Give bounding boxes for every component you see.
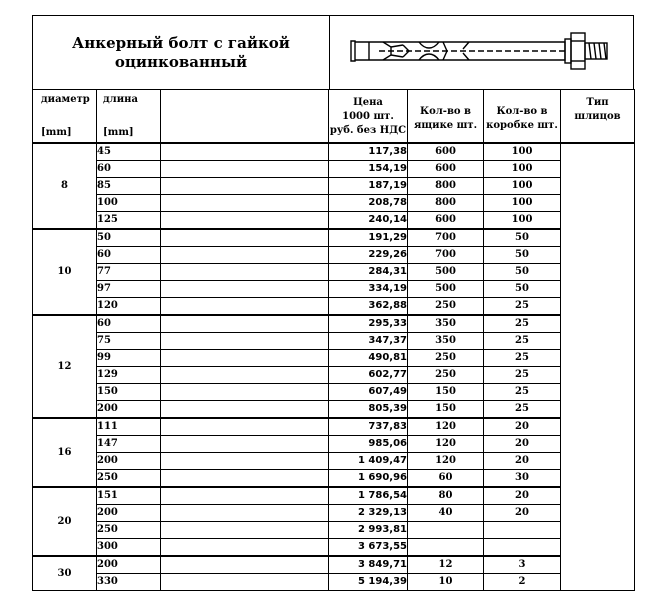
table-row bbox=[33, 161, 635, 178]
price-cell: 362,88 bbox=[329, 298, 408, 316]
blank-cell bbox=[161, 264, 329, 281]
length-cell: 200 bbox=[97, 505, 161, 522]
blank-cell bbox=[161, 574, 329, 591]
price-cell: 117,38 bbox=[329, 143, 408, 161]
length-cell: 85 bbox=[97, 178, 161, 195]
price-cell: 208,78 bbox=[329, 195, 408, 212]
length-cell: 200 bbox=[97, 401, 161, 419]
header-block bbox=[32, 15, 634, 89]
length-cell: 60 bbox=[97, 247, 161, 264]
length-cell: 60 bbox=[97, 161, 161, 178]
blank-cell bbox=[161, 556, 329, 574]
blank-cell bbox=[161, 367, 329, 384]
length-cell: 151 bbox=[97, 487, 161, 505]
blank-cell bbox=[161, 487, 329, 505]
blank-header bbox=[161, 90, 329, 144]
diameter-cell: 8 bbox=[33, 143, 97, 229]
table-row bbox=[33, 143, 635, 161]
table-row bbox=[33, 229, 635, 247]
table-row bbox=[33, 264, 635, 281]
blank-cell bbox=[161, 539, 329, 557]
length-cell: 111 bbox=[97, 418, 161, 436]
table-row bbox=[33, 470, 635, 488]
box-qty-cell: 40 bbox=[408, 505, 484, 522]
price-cell: 3 673,55 bbox=[329, 539, 408, 557]
blank-cell bbox=[161, 384, 329, 401]
anchor-bolt-drawing bbox=[339, 25, 625, 81]
box-qty-cell: 250 bbox=[408, 350, 484, 367]
box-qty-cell: 350 bbox=[408, 315, 484, 333]
table-row bbox=[33, 487, 635, 505]
table-row bbox=[33, 212, 635, 230]
price-header: Цена 1000 шт. руб. без НДС bbox=[329, 90, 408, 144]
table-row bbox=[33, 436, 635, 453]
price-cell: 985,06 bbox=[329, 436, 408, 453]
length-cell: 147 bbox=[97, 436, 161, 453]
blank-cell bbox=[161, 315, 329, 333]
diameter-header: диаметр [mm] bbox=[33, 90, 97, 144]
length-header: длина [mm] bbox=[97, 90, 161, 144]
length-cell: 75 bbox=[97, 333, 161, 350]
price-cell: 334,19 bbox=[329, 281, 408, 298]
price-cell: 1 786,54 bbox=[329, 487, 408, 505]
length-cell: 120 bbox=[97, 298, 161, 316]
carton-qty-cell: 20 bbox=[484, 453, 561, 470]
blank-cell bbox=[161, 247, 329, 264]
length-cell: 100 bbox=[97, 195, 161, 212]
price-table bbox=[32, 89, 635, 591]
slot-type-header: Тип шлицов bbox=[561, 90, 635, 144]
diameter-cell: 20 bbox=[33, 487, 97, 556]
box-qty-cell: 150 bbox=[408, 401, 484, 419]
blank-cell bbox=[161, 418, 329, 436]
header-row bbox=[33, 90, 635, 144]
box-qty-cell: 250 bbox=[408, 298, 484, 316]
length-cell: 200 bbox=[97, 556, 161, 574]
blank-cell bbox=[161, 505, 329, 522]
diameter-cell: 16 bbox=[33, 418, 97, 487]
box-qty-cell: 600 bbox=[408, 161, 484, 178]
table-row bbox=[33, 350, 635, 367]
carton-qty-header: Кол-во в коробке шт. bbox=[484, 90, 561, 144]
blank-cell bbox=[161, 161, 329, 178]
carton-qty-cell: 25 bbox=[484, 350, 561, 367]
table-row bbox=[33, 178, 635, 195]
box-qty-cell: 800 bbox=[408, 195, 484, 212]
carton-qty-cell: 30 bbox=[484, 470, 561, 488]
blank-cell bbox=[161, 229, 329, 247]
price-cell: 1 690,96 bbox=[329, 470, 408, 488]
length-cell: 200 bbox=[97, 453, 161, 470]
diameter-cell: 30 bbox=[33, 556, 97, 591]
box-qty-cell: 700 bbox=[408, 247, 484, 264]
price-cell: 295,33 bbox=[329, 315, 408, 333]
blank-cell bbox=[161, 195, 329, 212]
carton-qty-cell: 20 bbox=[484, 505, 561, 522]
product-title: Анкерный болт с гайкой оцинкованный bbox=[33, 16, 330, 89]
table-row bbox=[33, 453, 635, 470]
carton-qty-cell bbox=[484, 522, 561, 539]
price-cell: 602,77 bbox=[329, 367, 408, 384]
price-cell: 229,26 bbox=[329, 247, 408, 264]
blank-cell bbox=[161, 522, 329, 539]
length-cell: 125 bbox=[97, 212, 161, 230]
slot-type-cell bbox=[561, 143, 635, 591]
blank-cell bbox=[161, 298, 329, 316]
length-cell: 250 bbox=[97, 470, 161, 488]
table-row bbox=[33, 333, 635, 350]
blank-cell bbox=[161, 436, 329, 453]
table-row bbox=[33, 247, 635, 264]
table-row bbox=[33, 522, 635, 539]
length-cell: 50 bbox=[97, 229, 161, 247]
carton-qty-cell: 25 bbox=[484, 367, 561, 384]
box-qty-cell bbox=[408, 522, 484, 539]
blank-cell bbox=[161, 212, 329, 230]
carton-qty-cell: 25 bbox=[484, 315, 561, 333]
table-row bbox=[33, 281, 635, 298]
box-qty-cell: 120 bbox=[408, 418, 484, 436]
length-cell: 150 bbox=[97, 384, 161, 401]
box-qty-cell: 600 bbox=[408, 143, 484, 161]
blank-cell bbox=[161, 178, 329, 195]
table-row bbox=[33, 298, 635, 316]
blank-cell bbox=[161, 470, 329, 488]
table-row bbox=[33, 367, 635, 384]
box-qty-cell: 500 bbox=[408, 281, 484, 298]
carton-qty-cell: 3 bbox=[484, 556, 561, 574]
blank-cell bbox=[161, 350, 329, 367]
carton-qty-cell: 25 bbox=[484, 333, 561, 350]
box-qty-cell: 500 bbox=[408, 264, 484, 281]
table-row bbox=[33, 505, 635, 522]
carton-qty-cell: 100 bbox=[484, 195, 561, 212]
price-cell: 2 329,13 bbox=[329, 505, 408, 522]
box-qty-cell: 700 bbox=[408, 229, 484, 247]
price-cell: 347,37 bbox=[329, 333, 408, 350]
length-cell: 97 bbox=[97, 281, 161, 298]
price-cell: 607,49 bbox=[329, 384, 408, 401]
carton-qty-cell: 100 bbox=[484, 143, 561, 161]
price-cell: 187,19 bbox=[329, 178, 408, 195]
diameter-cell: 10 bbox=[33, 229, 97, 315]
box-qty-cell: 120 bbox=[408, 453, 484, 470]
length-cell: 250 bbox=[97, 522, 161, 539]
blank-cell bbox=[161, 333, 329, 350]
price-cell: 2 993,81 bbox=[329, 522, 408, 539]
carton-qty-cell: 100 bbox=[484, 212, 561, 230]
table-row bbox=[33, 574, 635, 591]
length-cell: 129 bbox=[97, 367, 161, 384]
price-cell: 191,29 bbox=[329, 229, 408, 247]
box-qty-cell: 120 bbox=[408, 436, 484, 453]
carton-qty-cell: 20 bbox=[484, 487, 561, 505]
carton-qty-cell: 25 bbox=[484, 384, 561, 401]
carton-qty-cell bbox=[484, 539, 561, 557]
carton-qty-cell: 50 bbox=[484, 281, 561, 298]
carton-qty-cell: 50 bbox=[484, 247, 561, 264]
price-cell: 154,19 bbox=[329, 161, 408, 178]
carton-qty-cell: 20 bbox=[484, 418, 561, 436]
box-qty-cell: 250 bbox=[408, 367, 484, 384]
length-cell: 330 bbox=[97, 574, 161, 591]
carton-qty-cell: 50 bbox=[484, 229, 561, 247]
carton-qty-cell: 20 bbox=[484, 436, 561, 453]
price-cell: 240,14 bbox=[329, 212, 408, 230]
table-row bbox=[33, 539, 635, 557]
carton-qty-cell: 25 bbox=[484, 401, 561, 419]
blank-cell bbox=[161, 453, 329, 470]
box-qty-cell: 600 bbox=[408, 212, 484, 230]
blank-cell bbox=[161, 143, 329, 161]
box-qty-cell: 800 bbox=[408, 178, 484, 195]
length-cell: 99 bbox=[97, 350, 161, 367]
carton-qty-cell: 100 bbox=[484, 178, 561, 195]
blank-cell bbox=[161, 281, 329, 298]
box-qty-header: Кол-во в ящике шт. bbox=[408, 90, 484, 144]
carton-qty-cell: 2 bbox=[484, 574, 561, 591]
price-cell: 1 409,47 bbox=[329, 453, 408, 470]
carton-qty-cell: 100 bbox=[484, 161, 561, 178]
price-cell: 3 849,71 bbox=[329, 556, 408, 574]
table-body bbox=[33, 143, 635, 591]
box-qty-cell: 12 bbox=[408, 556, 484, 574]
box-qty-cell: 60 bbox=[408, 470, 484, 488]
blank-cell bbox=[161, 401, 329, 419]
price-cell: 490,81 bbox=[329, 350, 408, 367]
length-cell: 300 bbox=[97, 539, 161, 557]
table-row bbox=[33, 315, 635, 333]
carton-qty-cell: 25 bbox=[484, 298, 561, 316]
table-row bbox=[33, 384, 635, 401]
length-cell: 77 bbox=[97, 264, 161, 281]
table-row bbox=[33, 195, 635, 212]
length-cell: 60 bbox=[97, 315, 161, 333]
price-cell: 805,39 bbox=[329, 401, 408, 419]
price-cell: 5 194,39 bbox=[329, 574, 408, 591]
table-row bbox=[33, 556, 635, 574]
table-row bbox=[33, 418, 635, 436]
price-cell: 737,83 bbox=[329, 418, 408, 436]
price-sheet bbox=[32, 15, 634, 591]
diameter-cell: 12 bbox=[33, 315, 97, 418]
box-qty-cell: 80 bbox=[408, 487, 484, 505]
length-cell: 45 bbox=[97, 143, 161, 161]
carton-qty-cell: 50 bbox=[484, 264, 561, 281]
box-qty-cell: 150 bbox=[408, 384, 484, 401]
box-qty-cell: 10 bbox=[408, 574, 484, 591]
box-qty-cell: 350 bbox=[408, 333, 484, 350]
box-qty-cell bbox=[408, 539, 484, 557]
table-row bbox=[33, 401, 635, 419]
anchor-bolt-with-nut-icon bbox=[330, 16, 633, 89]
price-cell: 284,31 bbox=[329, 264, 408, 281]
